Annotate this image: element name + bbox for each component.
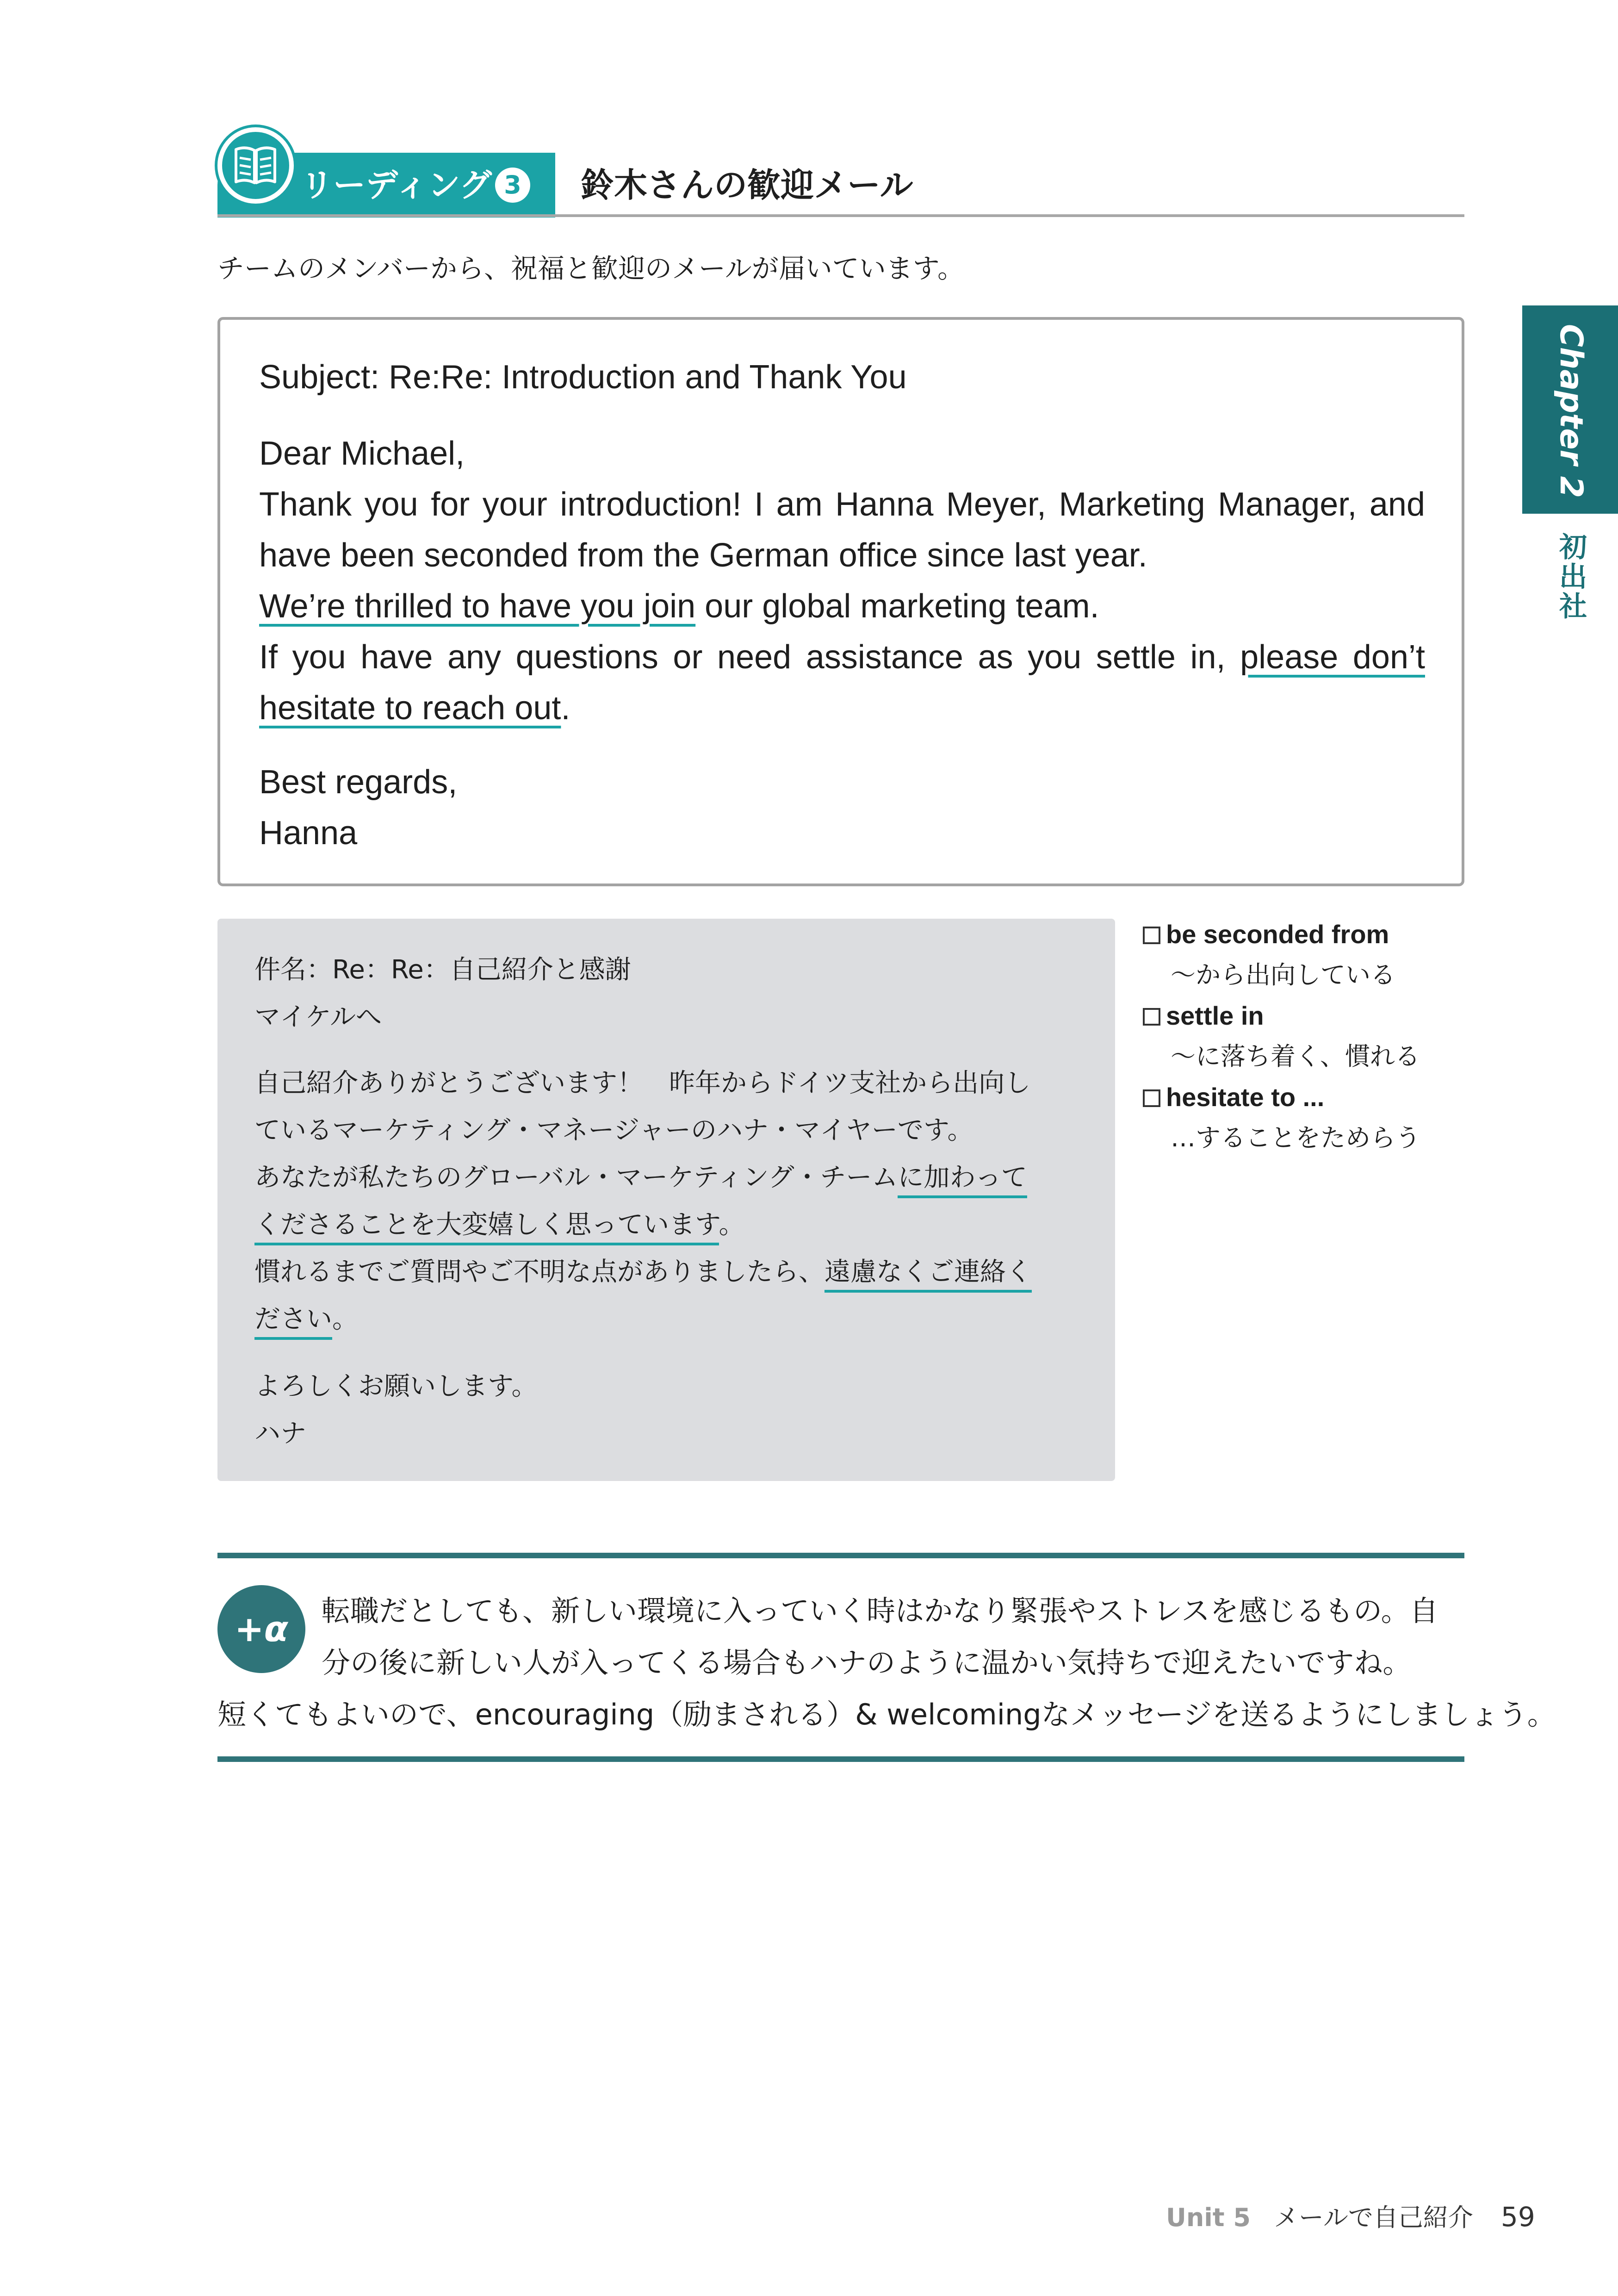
checkbox-icon bbox=[1143, 1008, 1160, 1026]
email-line: If you have any questions or need assistance as you settle in, please don’t bbox=[259, 639, 1425, 676]
section-number-badge: 3 bbox=[495, 168, 530, 203]
translation-line: ているマーケティング・マネージャーのハナ・マイヤーです。 bbox=[254, 1115, 973, 1145]
note-bottom-rule bbox=[217, 1756, 1464, 1762]
email-line: We’re thrilled to have you join our global marketing team. bbox=[259, 588, 1099, 625]
translation-closing: よろしくお願いします。 bbox=[254, 1371, 538, 1401]
email-closing: Best regards, bbox=[259, 764, 458, 801]
note-line: 短くてもよいので、encouraging（励まされる）& welcomingなメッセージを送るようにしましょう。 bbox=[217, 1698, 1556, 1731]
section-title: 鈴木さんの歓迎メール bbox=[581, 166, 913, 205]
vocab-item bbox=[1143, 914, 1467, 996]
chapter-section-label: 初出社 bbox=[1555, 532, 1587, 621]
checkbox-icon bbox=[1143, 927, 1160, 944]
page-footer bbox=[1166, 2196, 1535, 2239]
email-signature: Hanna bbox=[259, 815, 358, 852]
email-body bbox=[259, 428, 1425, 734]
email-line: Thank you for your introduction! I am Hanna Meyer, Marketing Manager, and bbox=[259, 486, 1425, 523]
vocab-term: settle in bbox=[1166, 1001, 1264, 1030]
key-phrase: hesitate to reach out bbox=[259, 690, 561, 727]
chapter-label: Chapter 2 bbox=[1553, 324, 1589, 498]
section-label: リーディング bbox=[301, 166, 492, 204]
vocab-meaning: ～から出向している bbox=[1171, 960, 1395, 989]
intro-text: チームのメンバーから、祝福と歓迎のメールが届いています。 bbox=[217, 253, 965, 284]
plus-alpha-badge: +α bbox=[217, 1585, 305, 1673]
footer-subtitle: メールで自己紹介 bbox=[1274, 2203, 1473, 2232]
email-line: have been seconded from the German office since last year. bbox=[259, 537, 1147, 574]
note-line: 分の後に新しい人が入ってくる場合もハナのように温かい気持ちで迎えたいですね。 bbox=[322, 1646, 1412, 1680]
translation-line: くださることを大変嬉しく思っています。 bbox=[254, 1201, 1087, 1249]
vocab-item bbox=[1143, 1077, 1467, 1158]
vocab-meaning: ～に落ち着く、慣れる bbox=[1171, 1042, 1420, 1071]
vocab-item bbox=[1143, 996, 1467, 1077]
email-subject: Subject: Re:Re: Introduction and Thank You bbox=[259, 359, 907, 396]
key-phrase: please don’t bbox=[1240, 639, 1425, 676]
vocabulary-list bbox=[1143, 914, 1467, 1158]
key-phrase: ださい bbox=[254, 1304, 332, 1340]
translation-line: 自己紹介ありがとうございます！ 昨年からドイツ支社から出向し bbox=[254, 1068, 1031, 1098]
header-divider bbox=[217, 214, 1464, 217]
vocab-term: hesitate to ... bbox=[1166, 1083, 1325, 1112]
note-line: 転職だとしても、新しい環境に入っていく時はかなり緊張やストレスを感じるもの。自 bbox=[322, 1594, 1438, 1628]
note-top-rule bbox=[217, 1553, 1464, 1558]
translation-subject: 件名：Re：Re：自己紹介と感謝 bbox=[254, 955, 631, 985]
vocab-term: be seconded from bbox=[1166, 920, 1389, 949]
key-phrase: に加わって bbox=[898, 1163, 1027, 1198]
translation-greeting: マイケルへ bbox=[254, 1002, 382, 1032]
translation-signoff bbox=[254, 1363, 1087, 1457]
translation-signature: ハナ bbox=[254, 1419, 306, 1449]
translation-line: 慣れるまでご質問やご不明な点がありましたら、遠慮なくご連絡く bbox=[254, 1249, 1087, 1296]
email-signoff bbox=[259, 757, 1425, 859]
vocab-meaning: …することをためらう bbox=[1171, 1123, 1420, 1152]
translation-line: あなたが私たちのグローバル・マーケティング・チームに加わって bbox=[254, 1154, 1087, 1201]
key-phrase: くださることを大変嬉しく思っています bbox=[254, 1210, 719, 1245]
key-phrase: We’re thrilled to have you join bbox=[259, 588, 696, 625]
translation-body bbox=[254, 1060, 1087, 1343]
checkbox-icon bbox=[1143, 1089, 1160, 1107]
page-number: 59 bbox=[1500, 2201, 1535, 2233]
translation-header bbox=[254, 946, 1087, 1041]
key-phrase: 遠慮なくご連絡く bbox=[824, 1257, 1032, 1293]
email-greeting: Dear Michael, bbox=[259, 435, 465, 472]
email-line: hesitate to reach out. bbox=[259, 690, 570, 727]
translation-line: ださい。 bbox=[254, 1296, 1087, 1343]
book-icon bbox=[217, 127, 294, 204]
footer-unit: Unit 5 bbox=[1166, 2203, 1251, 2232]
